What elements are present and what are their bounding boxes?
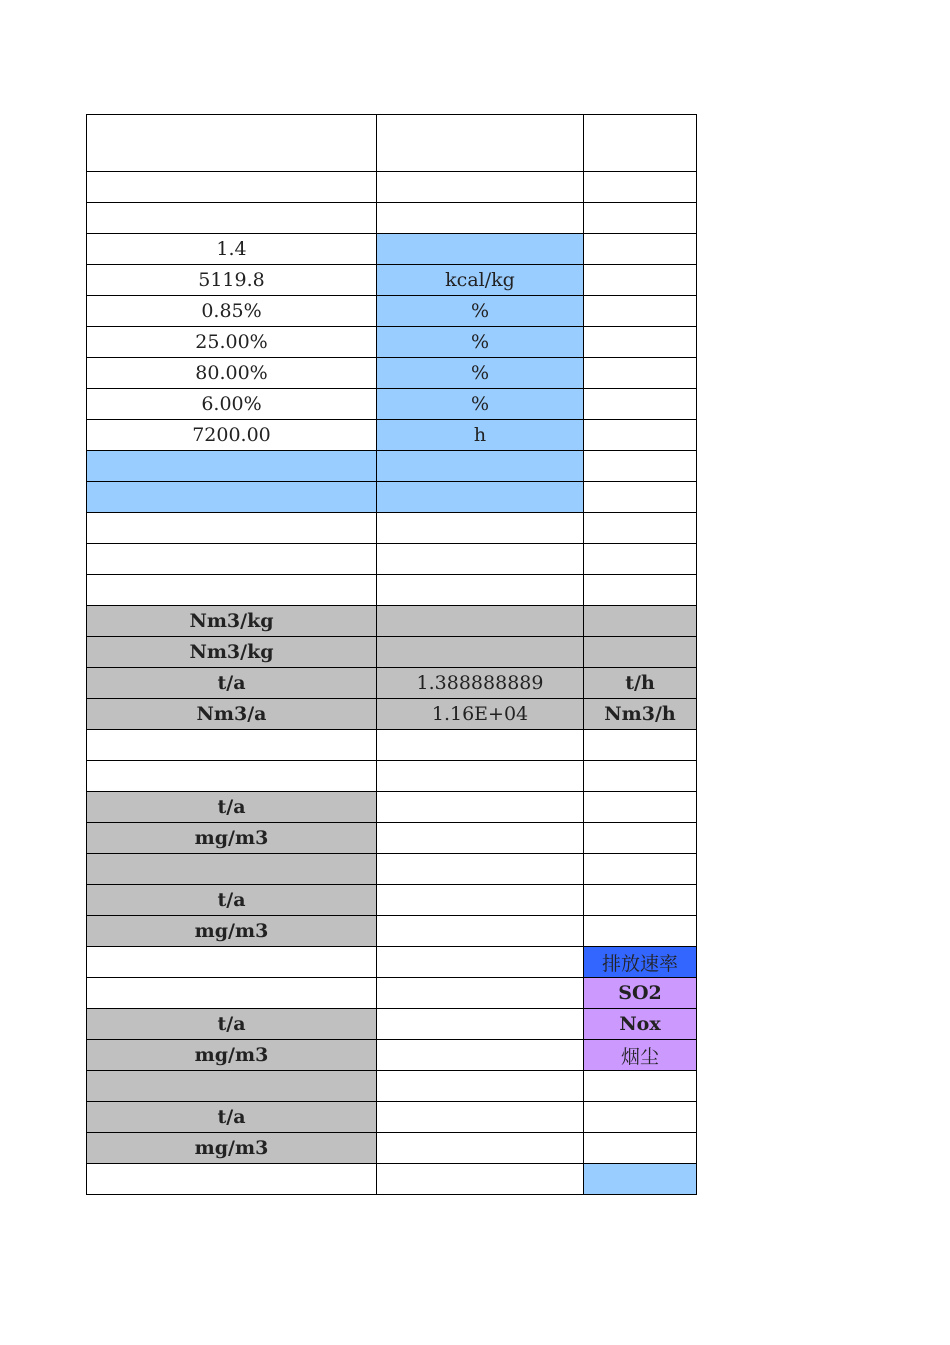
cell[interactable] (377, 1040, 584, 1071)
unit-cell[interactable]: % (377, 327, 584, 358)
table-row (87, 1164, 697, 1195)
cell[interactable] (377, 115, 584, 172)
cell[interactable] (87, 1071, 377, 1102)
cell[interactable] (377, 575, 584, 606)
unit-cell[interactable]: t/a (87, 668, 377, 699)
value-cell[interactable]: 1.388888889 (377, 668, 584, 699)
table-row (87, 234, 697, 265)
value-cell[interactable]: 25.00% (87, 327, 377, 358)
table-row (87, 668, 697, 699)
table-row (87, 1071, 697, 1102)
table-row (87, 792, 697, 823)
cell[interactable] (584, 420, 697, 451)
value-cell[interactable]: 1.16E+04 (377, 699, 584, 730)
table-row (87, 1009, 697, 1040)
unit-cell[interactable]: t/a (87, 792, 377, 823)
cell[interactable] (584, 544, 697, 575)
table-row (87, 115, 697, 172)
unit-cell[interactable]: % (377, 296, 584, 327)
cell[interactable] (584, 854, 697, 885)
table-row (87, 389, 697, 420)
unit-cell[interactable]: h (377, 420, 584, 451)
cell[interactable] (584, 296, 697, 327)
cell[interactable] (584, 575, 697, 606)
cell[interactable] (87, 451, 377, 482)
cell[interactable] (584, 1102, 697, 1133)
cell[interactable] (377, 978, 584, 1009)
cell[interactable] (87, 482, 377, 513)
table-row (87, 296, 697, 327)
cell[interactable] (87, 761, 377, 792)
table-row (87, 947, 697, 978)
cell[interactable] (377, 1009, 584, 1040)
table-row (87, 513, 697, 544)
unit-cell[interactable]: mg/m3 (87, 916, 377, 947)
table-row (87, 1133, 697, 1164)
unit-cell[interactable]: mg/m3 (87, 823, 377, 854)
table-row (87, 544, 697, 575)
cell[interactable] (584, 1071, 697, 1102)
cell[interactable] (377, 203, 584, 234)
cell[interactable] (377, 1164, 584, 1195)
cell[interactable] (377, 482, 584, 513)
table-row (87, 916, 697, 947)
cell[interactable] (584, 172, 697, 203)
cell[interactable] (584, 389, 697, 420)
table-row (87, 606, 697, 637)
spreadsheet-grid (86, 114, 697, 1195)
table-row (87, 1102, 697, 1133)
cell[interactable] (377, 916, 584, 947)
table-row (87, 482, 697, 513)
unit-cell[interactable]: mg/m3 (87, 1133, 377, 1164)
unit-cell[interactable]: Nm3/h (584, 699, 697, 730)
cell[interactable] (584, 203, 697, 234)
cell[interactable] (377, 1133, 584, 1164)
cell[interactable] (377, 730, 584, 761)
cell[interactable] (584, 1164, 697, 1195)
unit-cell[interactable]: t/a (87, 1009, 377, 1040)
cell[interactable] (377, 1071, 584, 1102)
cell[interactable] (377, 172, 584, 203)
cell[interactable] (584, 792, 697, 823)
table-row (87, 172, 697, 203)
unit-cell[interactable]: Nm3/a (87, 699, 377, 730)
table-row (87, 265, 697, 296)
cell[interactable] (584, 1133, 697, 1164)
unit-cell[interactable]: mg/m3 (87, 1040, 377, 1071)
cell[interactable] (584, 327, 697, 358)
cell[interactable] (87, 172, 377, 203)
unit-cell[interactable] (377, 234, 584, 265)
cell[interactable] (377, 606, 584, 637)
value-cell[interactable]: 5119.8 (87, 265, 377, 296)
value-cell[interactable]: 80.00% (87, 358, 377, 389)
table-row (87, 823, 697, 854)
cell[interactable] (377, 854, 584, 885)
cell[interactable] (87, 978, 377, 1009)
table-row (87, 637, 697, 668)
table-row (87, 854, 697, 885)
cell[interactable] (377, 544, 584, 575)
cell[interactable] (584, 451, 697, 482)
cell[interactable] (87, 1164, 377, 1195)
table-row (87, 730, 697, 761)
cell[interactable] (584, 916, 697, 947)
cell[interactable] (87, 575, 377, 606)
unit-cell[interactable]: % (377, 358, 584, 389)
cell[interactable] (377, 792, 584, 823)
value-cell[interactable]: 0.85% (87, 296, 377, 327)
value-cell[interactable]: 7200.00 (87, 420, 377, 451)
cell[interactable] (377, 637, 584, 668)
unit-cell[interactable]: Nm3/kg (87, 606, 377, 637)
cell[interactable] (377, 761, 584, 792)
table-row (87, 699, 697, 730)
table-row (87, 1040, 697, 1071)
table-row (87, 358, 697, 389)
table-row (87, 451, 697, 482)
cell[interactable] (87, 203, 377, 234)
unit-cell[interactable]: t/h (584, 668, 697, 699)
cell[interactable] (87, 513, 377, 544)
unit-cell[interactable]: t/a (87, 1102, 377, 1133)
table-row (87, 420, 697, 451)
cell[interactable] (377, 1102, 584, 1133)
table-row (87, 885, 697, 916)
so2-cell[interactable]: SO2 (584, 978, 697, 1009)
table-row (87, 203, 697, 234)
value-cell[interactable]: 1.4 (87, 234, 377, 265)
table-row (87, 761, 697, 792)
cell[interactable] (584, 730, 697, 761)
unit-cell[interactable]: t/a (87, 885, 377, 916)
cell[interactable] (377, 885, 584, 916)
cell[interactable] (87, 730, 377, 761)
table-row (87, 327, 697, 358)
cell[interactable] (584, 885, 697, 916)
sheet-body (87, 115, 697, 1195)
nox-cell[interactable]: Nox (584, 1009, 697, 1040)
cell[interactable] (377, 451, 584, 482)
cell[interactable] (87, 947, 377, 978)
table-row (87, 978, 697, 1009)
unit-cell[interactable]: Nm3/kg (87, 637, 377, 668)
unit-cell[interactable]: % (377, 389, 584, 420)
cell[interactable] (584, 606, 697, 637)
cell[interactable] (584, 761, 697, 792)
cell[interactable] (377, 947, 584, 978)
table-row (87, 575, 697, 606)
cell[interactable] (87, 854, 377, 885)
cell[interactable] (584, 265, 697, 296)
cell[interactable] (584, 234, 697, 265)
cell[interactable] (87, 544, 377, 575)
cell[interactable] (377, 513, 584, 544)
emission-rate-cell[interactable]: 排放速率 (584, 947, 697, 978)
cell[interactable] (584, 637, 697, 668)
cell[interactable] (584, 823, 697, 854)
cell[interactable] (87, 115, 377, 172)
cell[interactable] (377, 823, 584, 854)
unit-cell[interactable]: kcal/kg (377, 265, 584, 296)
value-cell[interactable]: 6.00% (87, 389, 377, 420)
dust-cell[interactable]: 烟尘 (584, 1040, 697, 1071)
cell[interactable] (584, 115, 697, 172)
cell[interactable] (584, 482, 697, 513)
cell[interactable] (584, 513, 697, 544)
cell[interactable] (584, 358, 697, 389)
